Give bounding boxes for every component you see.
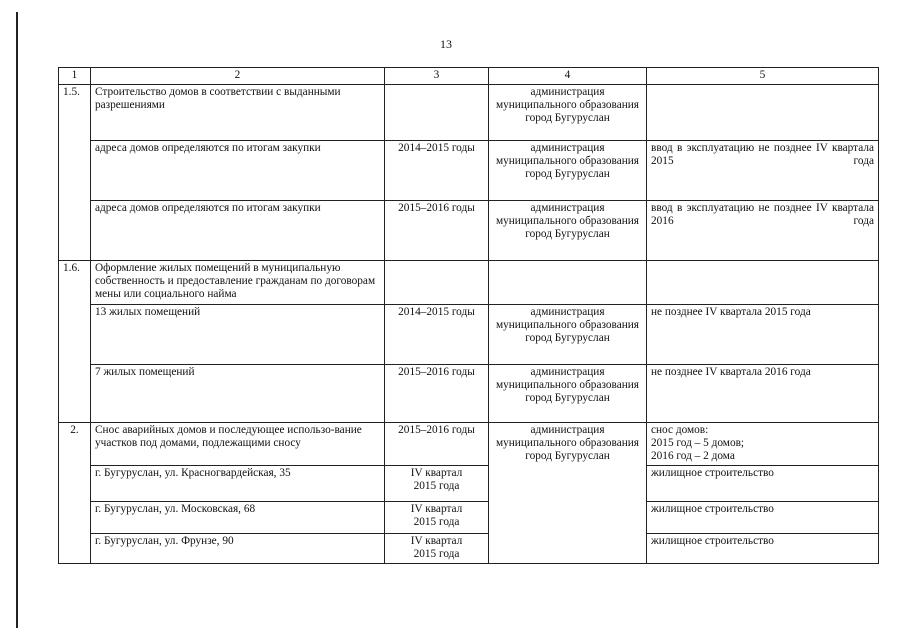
- table-row: [59, 305, 879, 365]
- result-cell: не позднее IV квартала 2015 года: [647, 305, 879, 365]
- period-cell: [385, 261, 489, 305]
- table-row: [59, 466, 879, 502]
- row-description: 7 жилых помещений: [91, 365, 385, 423]
- row-description: г. Бугуруслан, ул. Фрунзе, 90: [91, 534, 385, 564]
- period-line: IV квартал: [410, 467, 463, 479]
- page-number: 13: [440, 37, 452, 51]
- table-row: [59, 423, 879, 466]
- period-cell: [385, 466, 489, 502]
- result-cell: ввод в эксплуатацию не позднее IV квартала 2015 года: [647, 141, 879, 201]
- table-row: [59, 534, 879, 564]
- period-line: IV квартал: [410, 535, 463, 547]
- period-line: 2015 года: [413, 480, 460, 492]
- row-number: 2.: [59, 423, 91, 564]
- result-cell: [647, 85, 879, 141]
- period-line: IV квартал: [410, 503, 463, 515]
- table-row: [59, 85, 879, 141]
- executor-cell: администрация муниципального образования город Бугуруслан: [489, 305, 647, 365]
- table-row: [59, 201, 879, 261]
- period-cell: [385, 502, 489, 534]
- period-line: 2015 года: [413, 548, 460, 560]
- period-cell: [385, 534, 489, 564]
- executor-cell: [489, 261, 647, 305]
- result-cell: [647, 261, 879, 305]
- result-line: 2016 год – 2 дома: [651, 450, 735, 462]
- period-cell: [385, 85, 489, 141]
- result-cell: [647, 423, 879, 466]
- table-row: [59, 502, 879, 534]
- header-cell: 1: [59, 68, 91, 85]
- page-edge-bar: [16, 12, 18, 628]
- period-cell: 2014–2015 годы: [385, 141, 489, 201]
- row-title: Оформление жилых помещений в муниципальную собственность и предоставление гражданам по договорам мены или социального найма: [91, 261, 385, 305]
- table-header-row: [59, 68, 879, 85]
- result-line: снос домов:: [651, 424, 709, 436]
- period-cell: 2015–2016 годы: [385, 423, 489, 466]
- row-description: 13 жилых помещений: [91, 305, 385, 365]
- row-title: Снос аварийных домов и последующее использо-вание участков под домами, подлежащими сносу: [91, 423, 385, 466]
- period-cell: 2015–2016 годы: [385, 201, 489, 261]
- result-cell: жилищное строительство: [647, 466, 879, 502]
- period-cell: 2015–2016 годы: [385, 365, 489, 423]
- executor-cell: администрация муниципального образования город Бугуруслан: [489, 85, 647, 141]
- period-line: 2015 года: [413, 516, 460, 528]
- executor-cell: администрация муниципального образования город Бугуруслан: [489, 141, 647, 201]
- plan-table: [58, 67, 879, 564]
- table-row: [59, 261, 879, 305]
- row-number: 1.6.: [59, 261, 91, 423]
- result-cell: жилищное строительство: [647, 534, 879, 564]
- executor-cell: администрация муниципального образования город Бугуруслан: [489, 201, 647, 261]
- header-cell: 4: [489, 68, 647, 85]
- header-cell: 2: [91, 68, 385, 85]
- table-row: [59, 141, 879, 201]
- header-cell: 3: [385, 68, 489, 85]
- executor-cell: администрация муниципального образования город Бугуруслан: [489, 365, 647, 423]
- table-row: [59, 365, 879, 423]
- result-cell: жилищное строительство: [647, 502, 879, 534]
- row-description: г. Бугуруслан, ул. Красногвардейская, 35: [91, 466, 385, 502]
- row-title: Строительство домов в соответствии с выданными разрешениями: [91, 85, 385, 141]
- executor-cell: администрация муниципального образования город Бугуруслан: [489, 423, 647, 564]
- row-description: г. Бугуруслан, ул. Московская, 68: [91, 502, 385, 534]
- row-number: 1.5.: [59, 85, 91, 261]
- result-cell: ввод в эксплуатацию не позднее IV квартала 2016 года: [647, 201, 879, 261]
- result-line: 2015 год – 5 домов;: [651, 437, 745, 449]
- period-cell: 2014–2015 годы: [385, 305, 489, 365]
- result-cell: не позднее IV квартала 2016 года: [647, 365, 879, 423]
- row-description: адреса домов определяются по итогам закупки: [91, 141, 385, 201]
- row-description: адреса домов определяются по итогам закупки: [91, 201, 385, 261]
- header-cell: 5: [647, 68, 879, 85]
